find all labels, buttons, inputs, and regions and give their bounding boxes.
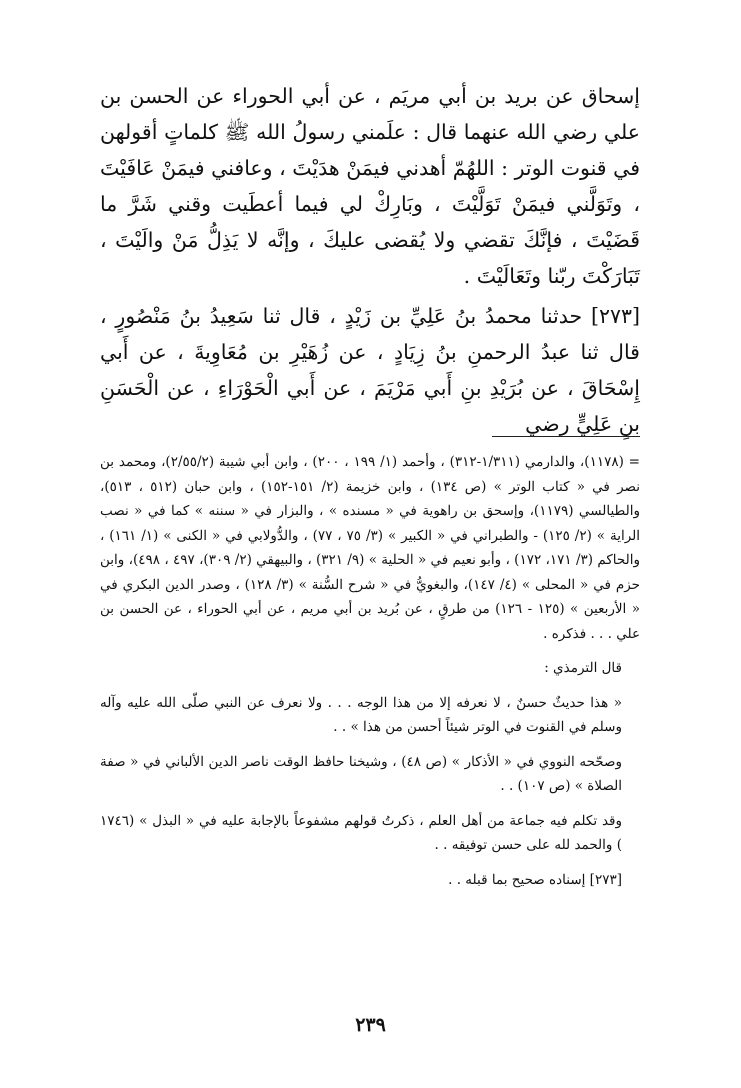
footnote-isnad: [٢٧٣] إسناده صحيح بما قبله . . [448, 871, 622, 888]
footnote-tirmidhi-quote: « هذا حديثٌ حسنٌ ، لا نعرفه إلا من هذا الوجه . . . ولا نعرف عن النبي صلّى الله عليه وآله وسلم في القنوت في الوتر شيئاً أحسن من هذا » . . [100, 694, 622, 735]
footnote-others: وقد تكلم فيه جماعة من أهل العلم ، ذكرتُ قولهم مشفوعاً بالإجابة عليه في « البذل » (١٧٤٦ ) والحمد لله على حسن توفيقه . . [100, 812, 622, 853]
hadith-273-text: [٢٧٣] حدثنا محمدُ بنُ عَلِيِّ بن زَيْدٍ ، قال ثنا سَعِيدُ بنُ مَنْصُورٍ ، قال ثنا عبدُ الرحمنِ بنُ زِيَادٍ ، عن زُهَيْرِ بن مُعَاوِيةَ ، عن أَبي إِسْحَاقَ ، عن بُرَيْدِ بنِ أَبي مَرْيَمَ ، عن أَبي الْحَوْرَاءِ ، عن الْحَسَنِ بنِ عَلِيٍّ رضي [100, 304, 640, 436]
footnote-nawawi: وصحّحه النووي في « الأذكار » (ص ٤٨) ، وشيخنا حافظ الوقت ناصر الدين الألباني في « صفة الصلاة » (ص ١٠٧) . . [100, 753, 623, 794]
footnote-tirmidhi-intro: قال الترمذي : [544, 660, 622, 676]
footnote-separator [492, 436, 640, 437]
hadith-273-block [100, 298, 640, 442]
footnote-takhrij: = (١١٧٨)، والدارمي (١/٣١١-٣١٢) ، وأحمد (١/ ١٩٩ ، ٢٠٠) ، وابن أبي شيبة (٢/٥٥/٢)، ومحمد بن نصر في « كتاب الوتر » (ص ١٣٤) ، وابن خزيمة (٢/ ١٥١-١٥٢) ، وابن حبان (٥١٢ ، ٥١٣)، والطيالسي (١١٧٩)، وإسحق بن راهوية في « مسنده » ، والبزار في « سننه » كما في « نصب الراية » (٢/ ١٢٥) - والطبراني في « الكبير » (٣/ ٧٥ ، ٧٧) ، والدُّولابي في « الكنى » (١/ ١٦١) ، والحاكم (٣/ ١٧١، ١٧٢) ، وأبو نعيم في « الحلية » (٩/ ٣٢١) ، والبيهقي (٢/ ٣٠٩)، ٤٩٧ ، ٤٩٨)، وابن حزم في « المحلى » (٤/ ١٤٧)، والبغويُّ في « شرح السُّنة » (٣/ ١٢٨) ، وصدر الدين البكري في « الأربعين » (١٢٥ - ١٢٦) من طرقٍ ، عن بُريد بن أبي مريم ، عن أبي الحوراء ، عن الحسن بن علي . . . فذكره . [100, 454, 641, 642]
footnotes-block [100, 450, 640, 892]
hadith-272-continuation: إسحاق عن بريد بن أبي مريَم ، عن أبي الحوراء عن الحسن بن علي رضي الله عنهما قال : علَمني رسولُ الله ﷺ كلماتٍ أقولهن في قنوت الوتر : اللهُمّ أهدني فيمَنْ هدَيْتَ ، وعافني فيمَنْ عَافَيْتَ ، وتَوَلَّني فيمَنْ تَوَلَّيْتَ ، وبَارِكْ لي فيما أعطَيت وقني شَرَّ ما قَضَيْتَ ، فإنَّكَ تقضي ولا يُقضى عليكَ ، وإنَّه لا يَذِلُّ مَنْ والَيْتَ ، تَبَارَكْتَ ربّنا وتَعَالَيْتَ . [100, 84, 640, 288]
page-number: ٢٣٩ [355, 1014, 386, 1036]
main-text-block [100, 78, 640, 294]
